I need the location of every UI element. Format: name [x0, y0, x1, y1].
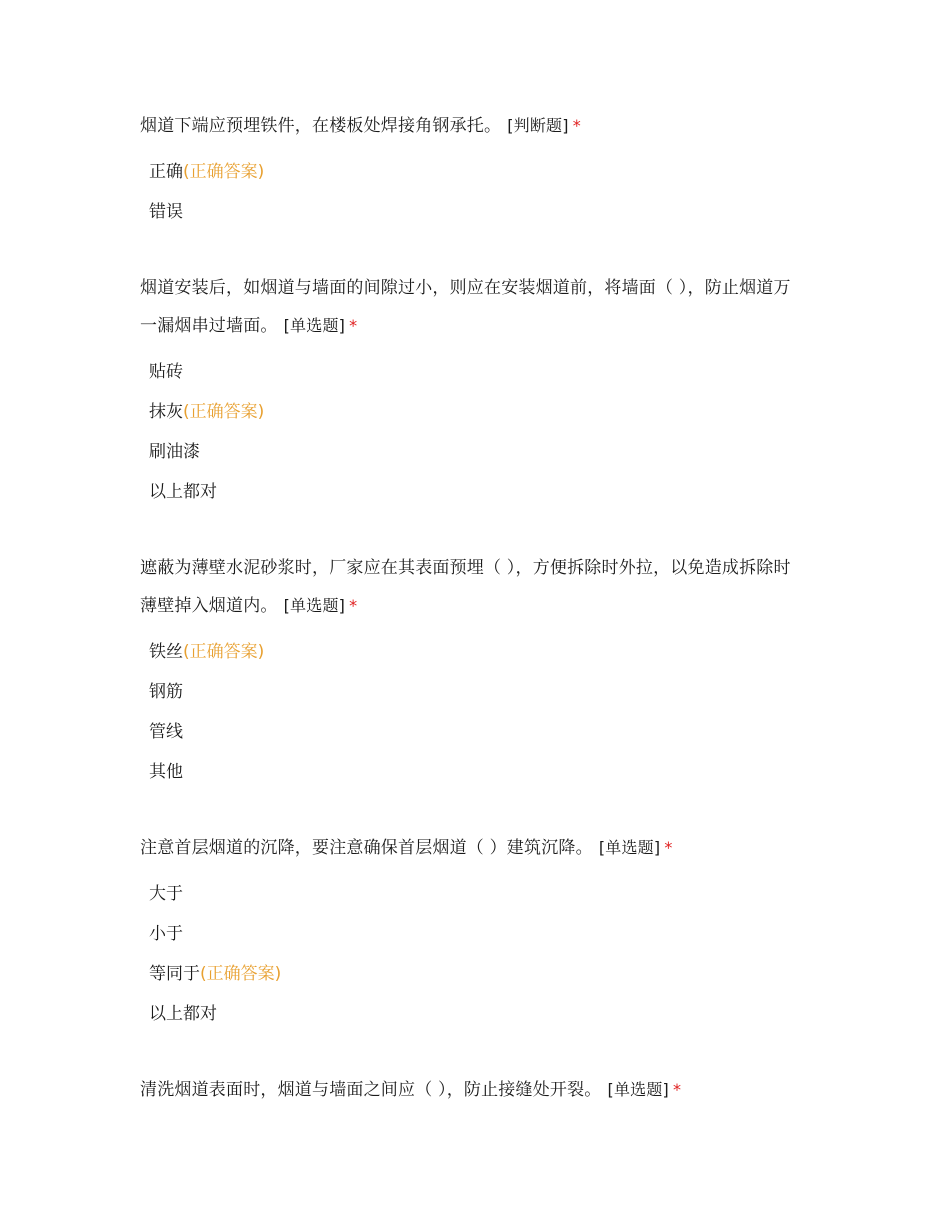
- question-text: [140, 269, 805, 345]
- option-item[interactable]: [140, 472, 805, 512]
- option-item[interactable]: [140, 192, 805, 232]
- question-type: [单选题]: [283, 316, 346, 335]
- option-item[interactable]: [140, 874, 805, 914]
- option-item[interactable]: [140, 752, 805, 792]
- question-text: [140, 829, 805, 867]
- option-item[interactable]: [140, 392, 805, 432]
- option-label: 以上都对: [149, 482, 217, 502]
- option-label: 其他: [149, 762, 183, 782]
- option-label: 等同于: [149, 964, 200, 984]
- option-item[interactable]: [140, 432, 805, 472]
- correct-answer-tag: (正确答案): [183, 162, 265, 182]
- option-label: 贴砖: [149, 362, 183, 382]
- option-label: 刷油漆: [149, 442, 200, 462]
- question-type: [单选题]: [598, 838, 661, 857]
- option-item[interactable]: [140, 712, 805, 752]
- question-1: [140, 107, 805, 232]
- required-marker: *: [349, 316, 358, 335]
- option-item[interactable]: [140, 672, 805, 712]
- option-label: 以上都对: [149, 1004, 217, 1024]
- question-text: [140, 549, 805, 625]
- options-list: [140, 874, 805, 1034]
- option-label: 钢筋: [149, 682, 183, 702]
- question-type: [单选题]: [607, 1080, 670, 1099]
- question-stem: 清洗烟道表面时，烟道与墙面之间应（ ），防止接缝处开裂。: [140, 1080, 602, 1100]
- option-item[interactable]: [140, 994, 805, 1034]
- required-marker: *: [349, 596, 358, 615]
- option-item[interactable]: [140, 954, 805, 994]
- option-label: 正确: [149, 162, 183, 182]
- options-list: [140, 152, 805, 232]
- question-4: [140, 829, 805, 1034]
- question-stem: 烟道下端应预埋铁件，在楼板处焊接角钢承托。: [140, 116, 502, 136]
- question-stem: 烟道安装后，如烟道与墙面的间隙过小，则应在安装烟道前，将墙面（ ），防止烟道万一漏烟串过墙面。: [140, 278, 791, 336]
- question-2: [140, 269, 805, 512]
- option-label: 大于: [149, 884, 183, 904]
- correct-answer-tag: (正确答案): [183, 402, 265, 422]
- question-stem: 注意首层烟道的沉降，要注意确保首层烟道（ ）建筑沉降。: [140, 838, 593, 858]
- option-item[interactable]: [140, 632, 805, 672]
- question-type: [单选题]: [283, 596, 346, 615]
- question-5: [140, 1071, 805, 1109]
- option-item[interactable]: [140, 352, 805, 392]
- correct-answer-tag: (正确答案): [200, 964, 282, 984]
- question-stem: 遮蔽为薄壁水泥砂浆时，厂家应在其表面预埋（ ），方便拆除时外拉，以免造成拆除时薄壁掉入烟道内。: [140, 558, 791, 616]
- question-type: [判断题]: [507, 116, 569, 135]
- question-text: [140, 107, 805, 145]
- required-marker: *: [572, 116, 581, 135]
- required-marker: *: [664, 838, 673, 857]
- option-label: 抹灰: [149, 402, 183, 422]
- option-item[interactable]: [140, 152, 805, 192]
- required-marker: *: [673, 1080, 682, 1099]
- correct-answer-tag: (正确答案): [183, 642, 265, 662]
- options-list: [140, 632, 805, 792]
- option-label: 管线: [149, 722, 183, 742]
- option-item[interactable]: [140, 914, 805, 954]
- option-label: 错误: [149, 202, 183, 222]
- option-label: 铁丝: [149, 642, 183, 662]
- option-label: 小于: [149, 924, 183, 944]
- question-3: [140, 549, 805, 792]
- question-text: [140, 1071, 805, 1109]
- options-list: [140, 352, 805, 512]
